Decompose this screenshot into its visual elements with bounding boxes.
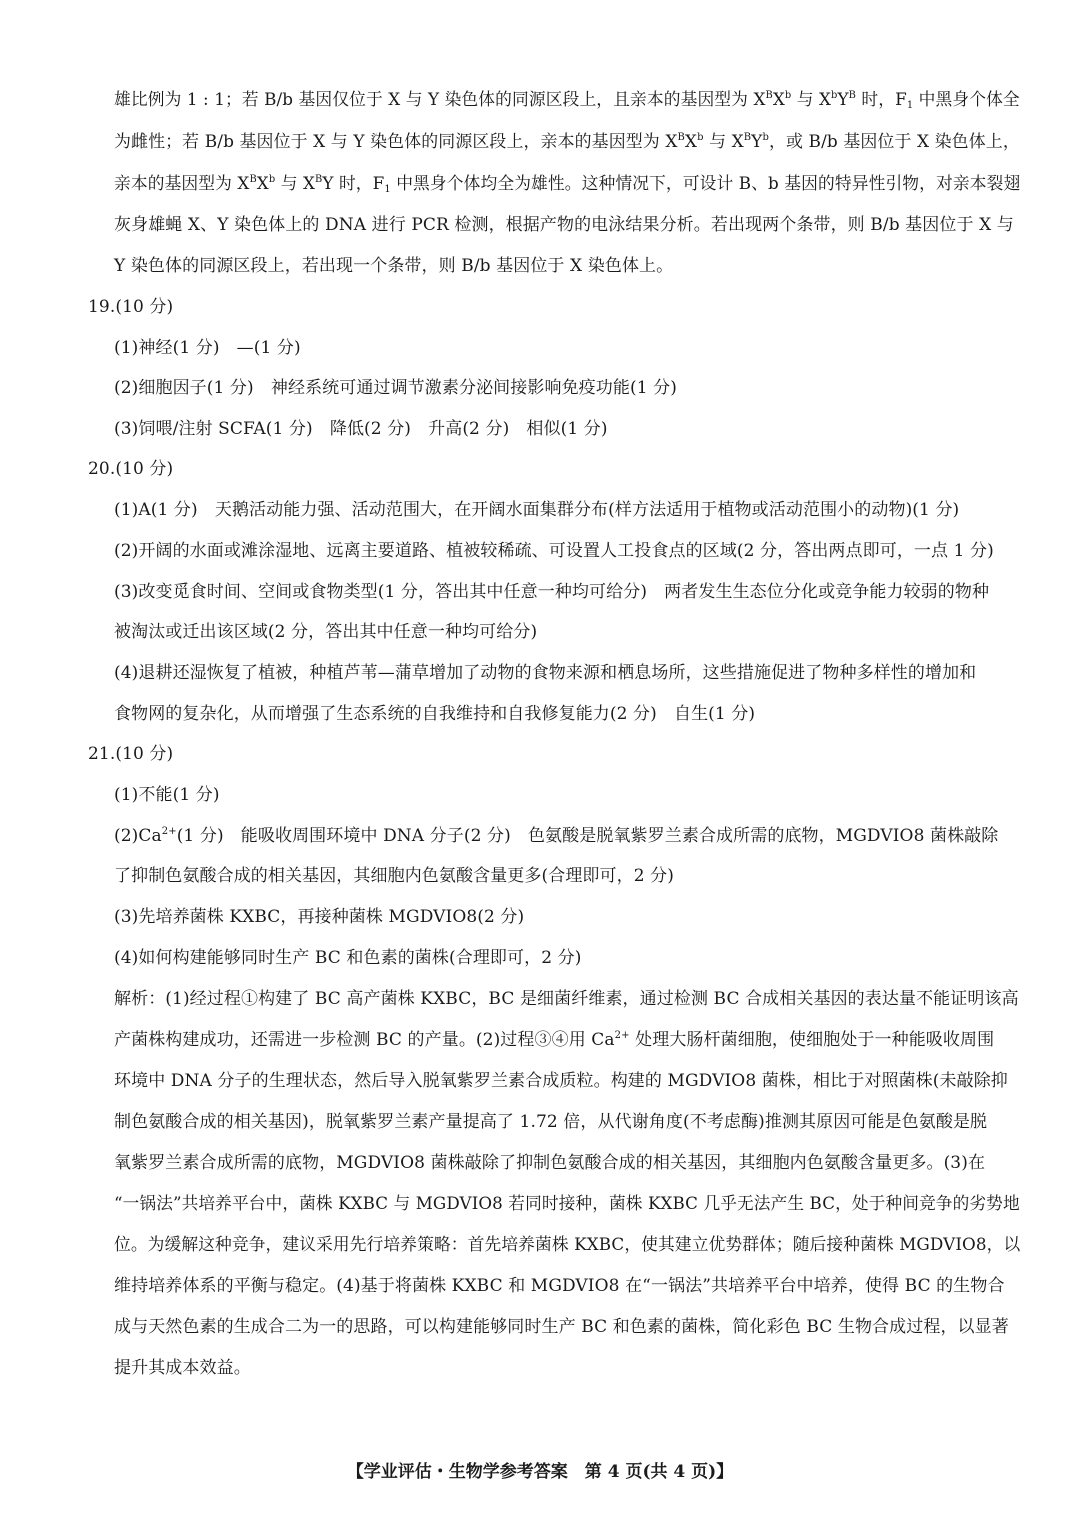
q21-answer-2a: $(2)Ca^{2+}(1$ 分) 能吸收周围环境中 DNA 分子(2 分) 色氨酸是脱氧紫罗兰素合成所需的底物，MGDVIO8 菌株敲除 bbox=[114, 826, 999, 846]
q21-answer-4: (4)如何构建能够同时生产 BC 和色素的菌株(合理即可，2 分) bbox=[114, 948, 582, 968]
q21-answer-3: (3)先培养菌株 KXBC，再接种菌株 MGDVIO8(2 分) bbox=[114, 907, 525, 927]
q19-answer-2: (2)细胞因子(1 分) 神经系统可通过调节激素分泌间接影响免疫功能(1 分) bbox=[114, 378, 677, 398]
analysis-line-4: 制色氨酸合成的相关基因)，脱氧紫罗兰素产量提高了 1.72 倍，从代谢角度(不考虑酶)推测其原因可能是色氨酸是脱 bbox=[114, 1112, 988, 1132]
q18-line-2: 为雌性；若 B/b 基因位于 X 与 Y 染色体的同源区段上，亲本的基因型为 $X^BX^b$ 与 $X^BY^b$，或 B/b 基因位于 X 染色体上， bbox=[114, 132, 1020, 152]
q19-answer-1: (1)神经(1 分) —(1 分) bbox=[114, 338, 301, 358]
analysis-line-7: 位。为缓解这种竞争，建议采用先行培养策略：首先培养菌株 KXBC，使其建立优势群体；随后接种菌株 MGDVIO8，以 bbox=[114, 1235, 1021, 1255]
q20-answer-2: (2)开阔的水面或滩涂湿地、远离主要道路、植被较稀疏、可设置人工投食点的区域(2 分，答出两点即可，一点 1 分) bbox=[114, 541, 994, 561]
q21-answer-2b: 了抑制色氨酸合成的相关基因，其细胞内色氨酸含量更多(合理即可，2 分) bbox=[114, 866, 674, 886]
q18-line-4: 灰身雄蝇 X、Y 染色体上的 DNA 进行 PCR 检测，根据产物的电泳结果分析。若出现两个条带，则 B/b 基因位于 X 与 bbox=[114, 215, 1014, 235]
analysis-line-5: 氧紫罗兰素合成所需的底物，MGDVIO8 菌株敲除了抑制色氨酸合成的相关基因，其细胞内色氨酸含量更多。(3)在 bbox=[114, 1153, 986, 1173]
q20-answer-3b: 被淘汰或迁出该区域(2 分，答出其中任意一种均可给分) bbox=[114, 622, 538, 642]
q18-line-3: 亲本的基因型为 $X^BX^b$ 与 $X^BY$ 时，$F_1$ 中黑身个体均全为雄性。这种情况下，可设计 B、b 基因的特异性引物，对亲本裂翅 bbox=[114, 174, 1021, 195]
q21-heading: 21.(10 分) bbox=[88, 744, 174, 764]
analysis-line-2: 产菌株构建成功，还需进一步检测 BC 的产量。(2)过程③④用 $Ca^{2+}$ 处理大肠杆菌细胞，使细胞处于一种能吸收周围 bbox=[114, 1030, 995, 1050]
analysis-line-6: “一锅法”共培养平台中，菌株 KXBC 与 MGDVIO8 若同时接种，菌株 KXBC 几乎无法产生 BC，处于种间竞争的劣势地 bbox=[114, 1194, 1020, 1214]
analysis-line-9: 成与天然色素的生成合二为一的思路，可以构建能够同时生产 BC 和色素的菌株，简化彩色 BC 生物合成过程，以显著 bbox=[114, 1317, 1009, 1337]
q20-answer-4a: (4)退耕还湿恢复了植被，种植芦苇—蒲草增加了动物的食物来源和栖息场所，这些措施促进了物种多样性的增加和 bbox=[114, 663, 977, 683]
q20-answer-3a: (3)改变觅食时间、空间或食物类型(1 分，答出其中任意一种均可给分) 两者发生生态位分化或竞争能力较弱的物种 bbox=[114, 582, 990, 602]
q20-heading: 20.(10 分) bbox=[88, 459, 174, 479]
analysis-line-8: 维持培养体系的平衡与稳定。(4)基于将菌株 KXBC 和 MGDVIO8 在“一锅法”共培养平台中培养，使得 BC 的生物合 bbox=[114, 1276, 1005, 1296]
q21-answer-1: (1)不能(1 分) bbox=[114, 785, 220, 805]
q20-answer-4b: 食物网的复杂化，从而增强了生态系统的自我维持和自我修复能力(2 分) 自生(1 分) bbox=[114, 704, 756, 724]
page-footer: 【学业评估・生物学参考答案 第 4 页(共 4 页)】 bbox=[346, 1462, 734, 1482]
q19-heading: 19.(10 分) bbox=[88, 297, 174, 317]
analysis-line-10: 提升其成本效益。 bbox=[114, 1358, 251, 1378]
analysis-line-1: 解析：(1)经过程①构建了 BC 高产菌株 KXBC，BC 是细菌纤维素，通过检测 BC 合成相关基因的表达量不能证明该高 bbox=[114, 989, 1019, 1009]
q18-line-5: Y 染色体的同源区段上，若出现一个条带，则 B/b 基因位于 X 染色体上。 bbox=[114, 256, 674, 276]
q20-answer-1: (1)A(1 分) 天鹅活动能力强、活动范围大，在开阔水面集群分布(样方法适用于植物或活动范围小的动物)(1 分) bbox=[114, 500, 960, 520]
q19-answer-3: (3)饲喂/注射 SCFA(1 分) 降低(2 分) 升高(2 分) 相似(1 分) bbox=[114, 419, 608, 439]
analysis-line-3: 环境中 DNA 分子的生理状态，然后导入脱氧紫罗兰素合成质粒。构建的 MGDVIO8 菌株，相比于对照菌株(未敲除抑 bbox=[114, 1071, 1008, 1091]
q18-line-1: 雄比例为 1 : 1；若 B/b 基因仅位于 X 与 Y 染色体的同源区段上，且亲本的基因型为 $X^BX^b$ 与 $X^bY^B$ 时，$F_1$ 中黑身个体全 bbox=[114, 90, 1020, 111]
